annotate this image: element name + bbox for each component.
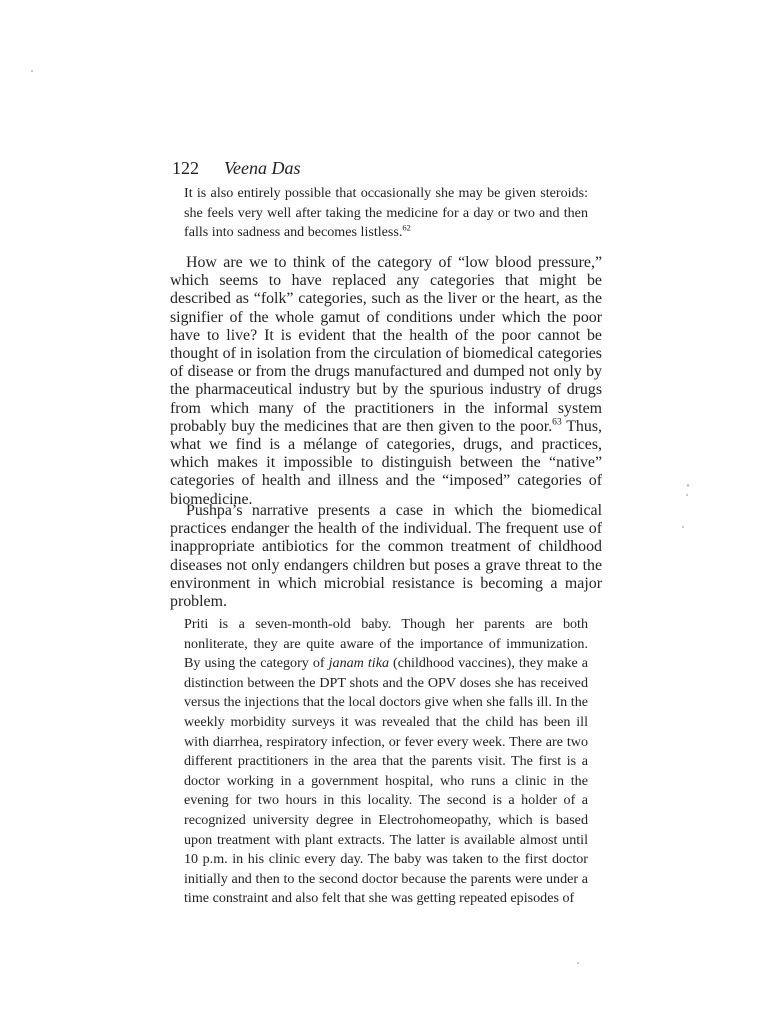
body-paragraph-pushpa-narrative	[170, 502, 602, 611]
scan-speck	[686, 494, 688, 496]
scan-speck	[31, 70, 33, 72]
running-header	[172, 156, 300, 180]
body-paragraph-low-blood-pressure	[170, 254, 602, 509]
block-quote-steroids	[184, 184, 588, 243]
scan-speck	[682, 526, 684, 528]
scan-speck	[687, 484, 689, 487]
block-quote-text: (childhood vaccines), they make a distinction between the DPT shots and the OPV doses she has received versus the injections that the local doctors give when she falls ill. In the weekly morbidity surveys it was revealed that the child has been ill with diarrhea, respiratory infection, or fever every week. There are two different practitioners in the area that the parents visit. The first is a doctor working in a government hospital, who runs a clinic in the evening for two hours in this locality. The second is a holder of a recognized university degree in Electrohomeopathy, which is based upon treatment with plant extracts. The latter is available almost until 10 p.m. in his clinic every day. The baby was taken to the first doctor initially and then to the second doctor because the parents were under a time constraint and also felt that she was getting repeated episodes of	[184, 655, 588, 907]
endnote-marker: 62	[402, 222, 411, 233]
block-quote-text: Priti is a seven-month-old baby. Though her parents are both nonliterate, they are quite aware of the importance of immunization. By using the category of	[184, 616, 588, 672]
endnote-marker: 63	[552, 416, 562, 428]
scan-speck	[577, 962, 579, 964]
paragraph-text: Pushpa’s narrative presents a case in which the biomedical practices endanger the health of the individual. The frequent use of inappropriate antibiotics for the common treatment of childhood diseases not only endangers children but poses a grave threat to the environment in which microbial resistance is becoming a major problem.	[170, 502, 602, 611]
block-quote-priti	[184, 615, 588, 909]
running-head-author: Veena Das	[224, 158, 301, 178]
italic-term: janam tika	[328, 655, 390, 672]
paragraph-text: Thus, what we find is a mélange of categories, drugs, and practices, which makes it impossible to distinguish between the “native” categories of health and illness and the “imposed” categories of biomedicine.	[170, 417, 602, 508]
page-number: 122	[172, 158, 199, 178]
block-quote-text: It is also entirely possible that occasionally she may be given steroids: she feels very well after taking the medicine for a day or two and then falls into sadness and becomes listless.	[184, 185, 588, 241]
paragraph-text: How are we to think of the category of “low blood pressure,” which seems to have replaced any categories that might be described as “folk” categories, such as the liver or the heart, as the signifier of the whole gamut of conditions under which the poor have to live? It is evident that the health of the poor cannot be thought of in isolation from the circulation of biomedical categories of disease or from the drugs manufactured and dumped not only by the pharmaceutical industry but by the spurious industry of drugs from which many of the practitioners in the informal system probably buy the medicines that are then given to the poor.	[170, 254, 602, 435]
